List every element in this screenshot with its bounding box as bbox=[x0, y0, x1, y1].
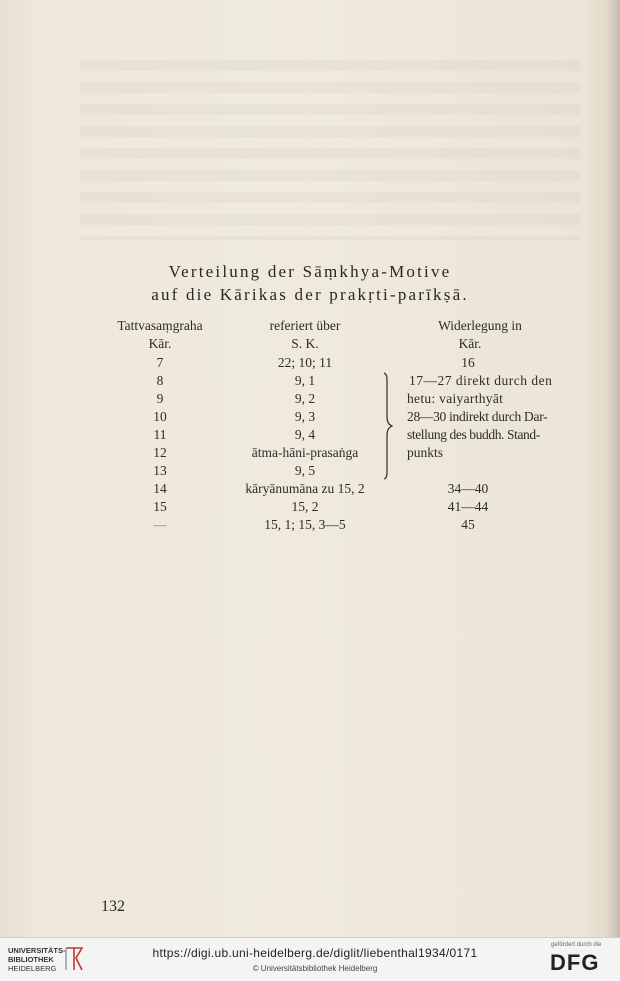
page-number: 132 bbox=[101, 898, 125, 915]
header-referiert: referiert über bbox=[269, 318, 341, 333]
table-row-sk: kāryānumāna zu 15, 2 bbox=[245, 481, 365, 496]
table-row-wider: 17—27 direkt durch den bbox=[409, 373, 553, 388]
table-row-tattva: 11 bbox=[153, 427, 167, 442]
table-row-sk: 22; 10; 11 bbox=[277, 355, 333, 370]
library-line-1: UNIVERSITÄTS- bbox=[8, 946, 66, 955]
table-row-wider: 45 bbox=[461, 517, 475, 532]
table-row-wider: 16 bbox=[461, 355, 475, 370]
table-row-sk: 9, 3 bbox=[294, 409, 316, 424]
header-tattvasamgraha: Tattvasaṃgraha bbox=[117, 318, 203, 333]
curly-brace-icon bbox=[378, 371, 398, 481]
table-row-tattva: 12 bbox=[153, 445, 167, 460]
header-tattvasamgraha-kar: Kār. bbox=[148, 336, 172, 351]
library-logo-icon bbox=[62, 944, 86, 974]
table-row-tattva: 8 bbox=[156, 373, 164, 388]
header-referiert-sk: S. K. bbox=[291, 336, 319, 351]
table-row-sk: 15, 2 bbox=[291, 499, 319, 514]
title-line-1: Verteilung der Sāṃkhya-Motive bbox=[168, 262, 452, 281]
library-line-3: HEIDELBERG bbox=[8, 964, 57, 973]
table-row-tattva: 15 bbox=[153, 499, 167, 514]
copyright-notice: © Universitätsbibliothek Heidelberg bbox=[252, 964, 378, 973]
table-row-tattva: 10 bbox=[153, 409, 167, 424]
table-row-wider: 34—40 bbox=[447, 481, 489, 496]
bleed-through-text bbox=[80, 60, 580, 240]
viewer-footer bbox=[0, 937, 620, 981]
table-row-wider: 41—44 bbox=[447, 499, 489, 514]
table-row-wider: 28—30 indirekt durch Dar- bbox=[407, 409, 548, 424]
header-widerlegung: Widerlegung in bbox=[438, 318, 522, 333]
table-row-sk: 9, 4 bbox=[294, 427, 316, 442]
table-row-tattva: 7 bbox=[156, 355, 164, 370]
permalink-url[interactable]: https://digi.ub.uni-heidelberg.de/diglit/liebenthal1934/0171 bbox=[152, 946, 478, 960]
table-row-sk: 9, 2 bbox=[294, 391, 316, 406]
library-name bbox=[8, 946, 66, 973]
page-edge-shadow bbox=[606, 0, 620, 937]
table-row-sk: 9, 1 bbox=[294, 373, 316, 388]
table-row-wider: stellung des buddh. Stand- bbox=[407, 427, 540, 442]
funding-note: gefördert durch die bbox=[551, 942, 602, 948]
table-row-sk: 15, 1; 15, 3—5 bbox=[264, 517, 346, 532]
table-row-tattva: 13 bbox=[153, 463, 167, 478]
table-row-sk: 9, 5 bbox=[294, 463, 316, 478]
table-row-sk: ātma-hāni-prasaṅga bbox=[251, 445, 359, 460]
dfg-logo: DFG bbox=[550, 950, 600, 975]
table-row-tattva: 9 bbox=[156, 391, 164, 406]
library-line-2: BIBLIOTHEK bbox=[8, 955, 54, 964]
table-row-tattva: 14 bbox=[153, 481, 167, 496]
title-line-2: auf die Kārikas der prakṛti-parīkṣā. bbox=[151, 285, 469, 304]
table-row-wider: hetu: vaiyarthyāt bbox=[407, 391, 504, 406]
header-widerlegung-kar: Kār. bbox=[458, 336, 482, 351]
table-row-tattva: — bbox=[153, 517, 167, 532]
table-row-wider: punkts bbox=[407, 445, 444, 460]
